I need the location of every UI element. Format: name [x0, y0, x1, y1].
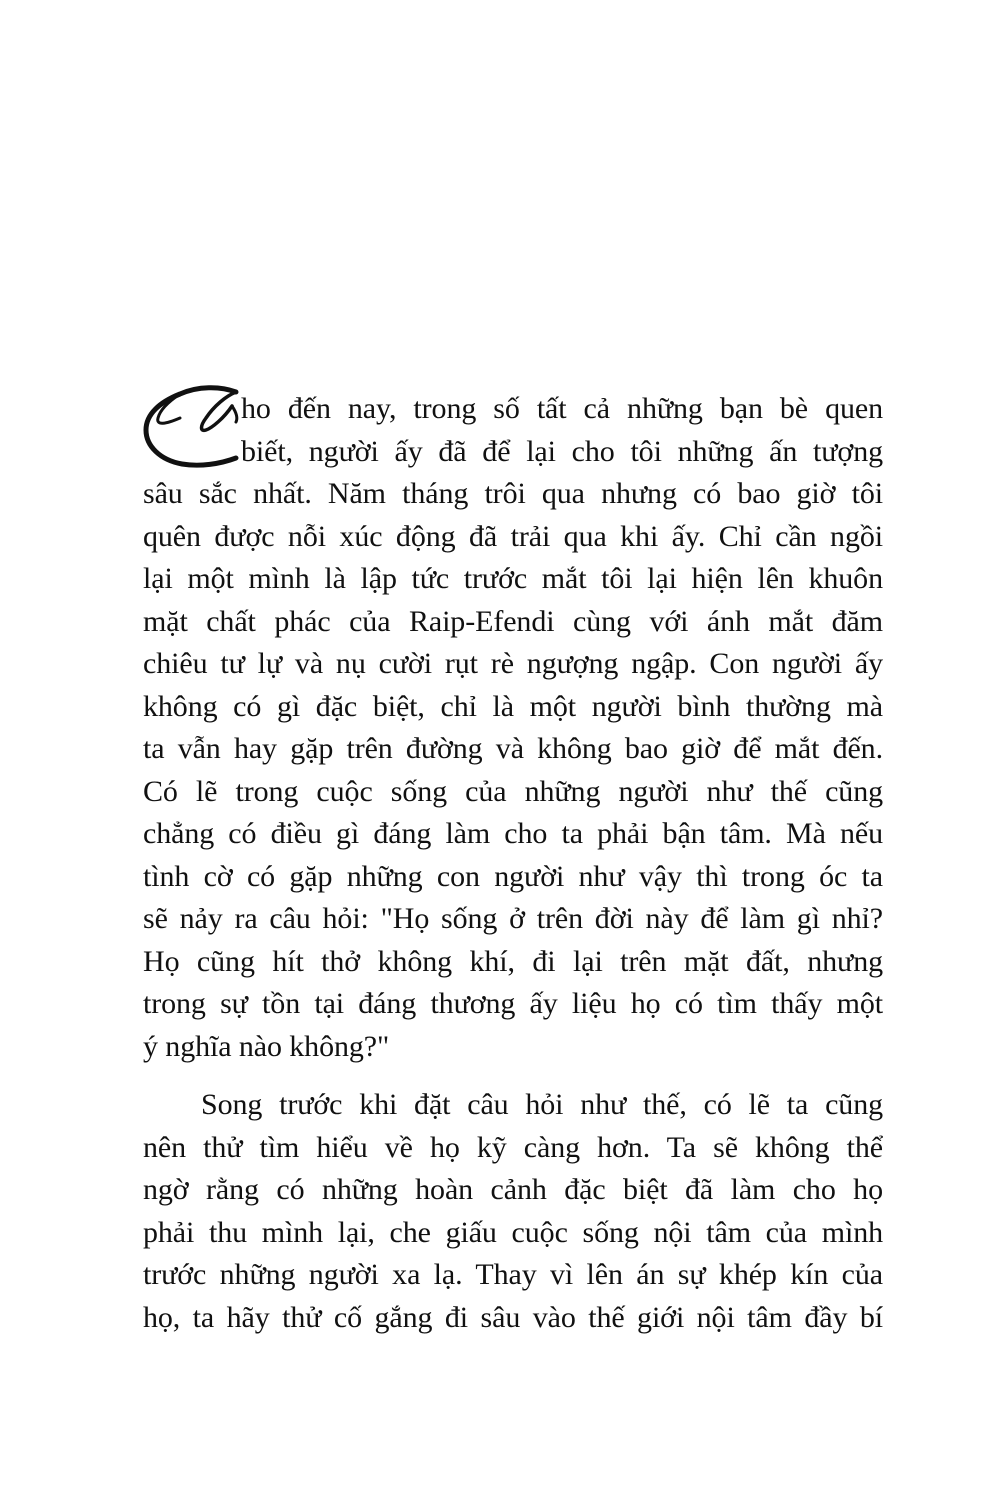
text-line: trong sự tồn tại đáng thương ấy liệu họ có tìm thấy một — [143, 987, 883, 1020]
text-line: không có gì đặc biệt, chỉ là một người bình thường mà — [143, 689, 883, 723]
paragraph-1 — [143, 388, 883, 1068]
text-line: trước những người xa lạ. Thay vì lên án sự khép kín của — [143, 1258, 883, 1291]
paragraph-spacer — [143, 1068, 883, 1084]
text-line: Song trước khi đặt câu hỏi như thế, có lẽ ta cũng — [201, 1088, 883, 1121]
text-line: quên được nỗi xúc động đã trải qua khi ấy. Chỉ cần ngồi — [143, 519, 883, 553]
text-line: ngờ rằng có những hoàn cảnh đặc biệt đã làm cho họ — [143, 1173, 883, 1206]
body-text — [143, 388, 883, 1339]
text-line: sâu sắc nhất. Năm tháng trôi qua nhưng có bao giờ tôi — [143, 477, 883, 510]
text-line: họ, ta hãy thử cố gắng đi sâu vào thế giới nội tâm đầy bí — [143, 1300, 883, 1334]
text-line: ho đến nay, trong số tất cả những bạn bè quen — [241, 392, 883, 425]
text-line: biết, người ấy đã để lại cho tôi những ấn tượng — [241, 434, 883, 468]
text-line: lại một mình là lập tức trước mắt tôi lại hiện lên khuôn — [143, 562, 883, 595]
text-line: tình cờ có gặp những con người như vậy thì trong óc ta — [143, 859, 883, 893]
text-line: sẽ nảy ra câu hỏi: "Họ sống ở trên đời này để làm gì nhỉ? — [143, 902, 883, 935]
text-line: mặt chất phác của Raip-Efendi cùng với ánh mắt đăm — [143, 604, 883, 638]
text-line: Họ cũng hít thở không khí, đi lại trên mặt đất, nhưng — [143, 944, 883, 978]
text-line: Có lẽ trong cuộc sống của những người như thế cũng — [143, 774, 883, 808]
text-line: ta vẫn hay gặp trên đường và không bao giờ để mắt đến. — [143, 732, 883, 765]
text-line: chiêu tư lự và nụ cười rụt rè ngượng ngập. Con người ấy — [143, 647, 883, 680]
text-line: phải thu mình lại, che giấu cuộc sống nội tâm của mình — [143, 1215, 883, 1249]
text-line: nên thử tìm hiểu về họ kỹ càng hơn. Ta sẽ không thể — [143, 1130, 883, 1164]
text-line: chẳng có điều gì đáng làm cho ta phải bận tâm. Mà nếu — [143, 817, 883, 850]
paragraph-2 — [143, 1084, 883, 1339]
text-line: ý nghĩa nào không?" — [143, 1029, 390, 1063]
